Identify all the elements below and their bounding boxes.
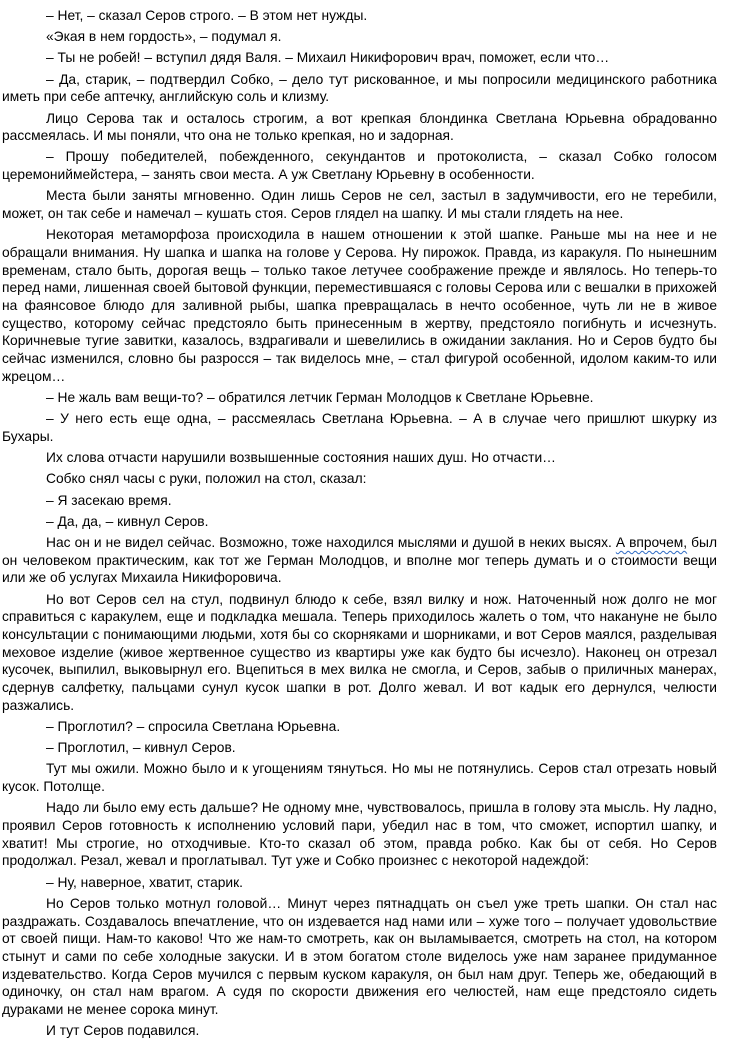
paragraph-dialogue	[2, 739, 717, 757]
grammar-squiggle-text[interactable]: А впрочем,	[615, 534, 688, 550]
paragraph-dialogue	[2, 410, 717, 445]
paragraph-narrative	[2, 449, 717, 467]
text-run: Но Серов только мотнул головой… Минут через пятнадцать он съел уже треть шапки. Он стал нас раздражать. Создавалось впечатление, что он издевается над нами или – хуже того – получает удовольствие от своей пищи. Нам-то каково! Что же нам-то смотреть, как он выламывается, смотреть на стол, на котором стынут и сами по себе холодные закуски. И в этом богатом столе виделось уже нам заранее придуманное издевательство. Когда Серов мучился с первым куском каракуля, он был нам друг. Теперь же, обедающий в одиночку, он стал нам врагом. А судя по скорости движения его челюстей, нам еще предстояло сидеть дураками не менее сорока минут.	[2, 895, 717, 1018]
text-run: – Да, старик, – подтвердил Собко, – дело тут рискованное, и мы попросили медицинского работника иметь при себе аптечку, английскую соль и клизму.	[2, 71, 717, 105]
text-run: – Я засекаю время.	[46, 492, 172, 508]
paragraph-dialogue	[2, 71, 717, 106]
text-run: – Ты не робей! – вступил дядя Валя. – Михаил Никифорович врач, поможет, если что…	[46, 50, 610, 66]
paragraph-narrative	[2, 799, 717, 870]
paragraph-narrative	[2, 226, 717, 385]
paragraph-dialogue	[2, 718, 717, 736]
paragraph-dialogue	[2, 513, 717, 531]
text-run: «Экая в нем гордость», – подумал я.	[46, 29, 282, 45]
text-run: – Да, да, – кивнул Серов.	[46, 513, 209, 529]
text-run: Но вот Серов сел на стул, подвинул блюдо к себе, взял вилку и нож. Наточенный нож долго не мог справиться с каракулем, еще и подкладка мешала. Теперь приходилось жалеть о том, что накануне не было консультации с понимающими людьми, хотя бы со скорняками и шорниками, и вот Серов маялся, разделывая меховое изделие (живое жертвенное существо из квартиры уже как будто бы исчезло). Наконец он отрезал кусочек, выпилил, выковырнул его. Вцепиться в мех вилка не смогла, и Серов, забыв о приличных манерах, сдернув салфетку, пальцами сунул кусок шапки в рот. Долго жевал. И вот кадык его дернулся, челюсти разжались.	[2, 591, 717, 713]
text-run: Лицо Серова так и осталось строгим, а вот крепкая блондинка Светлана Юрьевна обрадованно рассмеялась. И мы поняли, что она не только крепкая, но и задорная.	[2, 110, 717, 144]
text-run: – Не жаль вам вещи-то? – обратился летчик Герман Молодцов к Светлане Юрьевне.	[46, 390, 594, 406]
paragraph-narrative	[2, 591, 717, 715]
text-run: Некоторая метаморфоза происходила в нашем отношении к этой шапке. Раньше мы на нее и не обращали внимания. Ну шапка и шапка на голове у Серова. Ну пирожок. Правда, из каракуля. По нынешним временам, стало быть, дорогая вещь – только такое летучее соображение прежде и являлось. Но теперь-то перед нами, лишенная своей бытовой функции, переместившаяся с головы Серова или с вешалки в прихожей на фаянсовое блюдо для заливной рыбы, шапка превращалась в нечто особенное, чуть ли не в живое существо, которому сейчас предстояло быть принесенным в жертву, предстояло погибнуть и исчезнуть. Коричневые тугие завитки, казалось, вздрагивали и шевелились в ожидании заклания. Но и Серов будто бы сейчас изменился, словно бы разросся – так виделось мне, – стал фигурой особенной, идолом каким-то или жрецом…	[2, 227, 717, 384]
text-run: Нас он и не видел сейчас. Возможно, тоже находился мыслями и душой в неких высях.	[46, 534, 616, 550]
paragraph-narrative	[2, 110, 717, 145]
text-run: – Ну, наверное, хватит, старик.	[46, 874, 244, 890]
paragraph-narrative	[2, 1022, 717, 1040]
paragraph-dialogue	[2, 49, 717, 67]
text-run: Их слова отчасти нарушили возвышенные состояния наших душ. Но отчасти…	[46, 450, 556, 466]
paragraph-narrative	[2, 760, 717, 795]
document-text-body	[2, 7, 717, 1040]
paragraph-narrative	[2, 470, 717, 488]
paragraph-narrative	[2, 895, 717, 1019]
text-run: И тут Серов подавился.	[46, 1023, 200, 1039]
paragraph-dialogue	[2, 7, 717, 25]
text-run: – Нет, – сказал Серов строго. – В этом нет нужды.	[46, 8, 368, 23]
text-run: Тут мы ожили. Можно было и к угощениям тянуться. Но мы не потянулись. Серов стал отрезать новый кусок. Потолще.	[2, 761, 717, 795]
paragraph-dialogue	[2, 874, 717, 892]
text-run: – Прошу победителей, побежденного, секундантов и протоколиста, – сказал Собко голосом церемониймейстера, – занять свои места. А уж Светлану Юрьевну в особенности.	[2, 149, 717, 183]
text-run: – У него есть еще одна, – рассмеялась Светлана Юрьевна. – А в случае чего пришлют шкурку из Бухары.	[2, 411, 717, 444]
text-run: Места были заняты мгновенно. Один лишь Серов не сел, застыл в задумчивости, его не теребили, может, он так себе и намечал – кушать стоя. Серов глядел на шапку. И мы стали глядеть на нее.	[2, 188, 717, 222]
text-run: Надо ли было ему есть дальше? Не одному мне, чувствовалось, пришла в голову эта мысль. Ну ладно, проявил Серов готовность к исполнению условий пари, убедил нас в том, что сможет, испортил шапку, и хватит! Мы строгие, но отходчивые. Кто-то сказал об этом, правда робко. Как бы от себя. Но Серов продолжал. Резал, жевал и проглатывал. Тут уже и Собко произнес с некоторой надеждой:	[2, 800, 717, 869]
text-run: – Проглотил? – спросила Светлана Юрьевна.	[46, 719, 341, 735]
text-run: – Проглотил, – кивнул Серов.	[46, 740, 236, 756]
paragraph-dialogue	[2, 389, 717, 407]
paragraph-narrative	[2, 28, 717, 46]
paragraph-narrative	[2, 187, 717, 222]
text-run: был он человеком практическим, как тот же Герман Молодцов, и вполне мог теперь думать и о стоимости вещи или же об услугах Михаила Никифоровича.	[2, 534, 718, 586]
paragraph-dialogue	[2, 148, 717, 183]
text-run: Собко снял часы с руки, положил на стол, сказал:	[46, 471, 367, 487]
paragraph-dialogue	[2, 492, 717, 510]
paragraph-narrative	[2, 534, 717, 587]
